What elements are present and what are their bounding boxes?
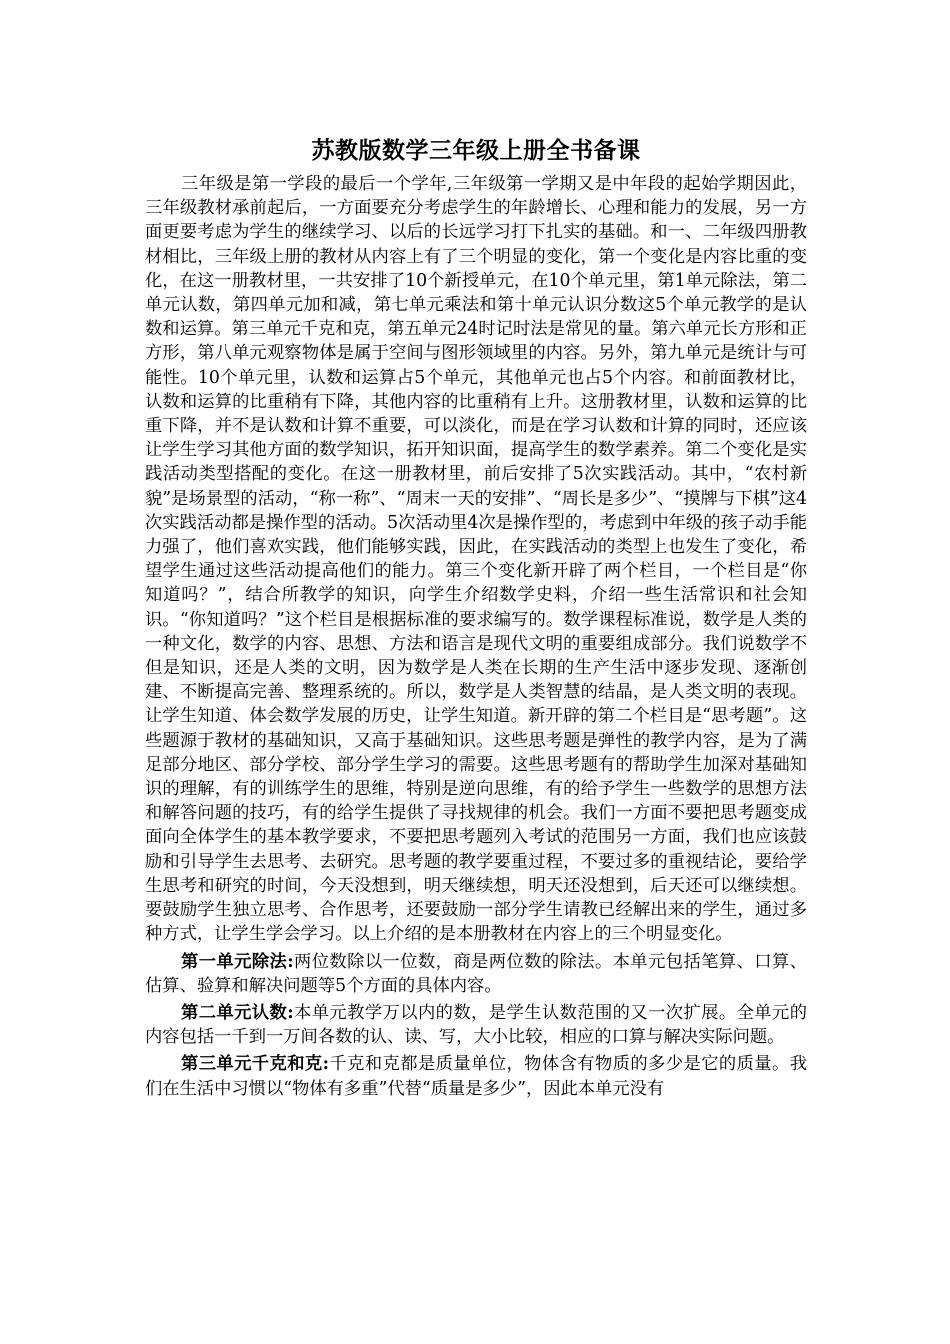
- section-text: 两位数除以一位数，商是两位数的除法。本单元包括笔算、口算、估算、验算和解决问题等5个方面的具体内容。: [145, 951, 807, 996]
- section-label: 第二单元认数:: [181, 1002, 294, 1023]
- intro-paragraph: 三年级是第一学段的最后一个学年,三年级第一学期又是中年段的起始学期因此，三年级教材承前起后，一方面要充分考虑学生的年龄增长、心理和能力的发展，另一方面更要考虑为学生的继续学习、以后的长远学习打下扎实的基础。和一、二年级四册教材相比，三年级上册的教材从内容上有了三个明显的变化，第一个变化是内容比重的变化，在这一册教材里，一共安排了10个新授单元，在10个单元里，第1单元除法，第二单元认数，第四单元加和减，第七单元乘法和第十单元认识分数这5个单元教学的是认数和运算。第三单元千克和克，第五单元24时记时法是常见的量。第六单元长方形和正方形，第八单元观察物体是属于空间与图形领域里的内容。另外，第九单元是统计与可能性。10个单元里，认数和运算占5个单元，其他单元也占5个内容。和前面教材比，认数和运算的比重稍有下降，其他内容的比重稍有上升。这册教材里，认数和运算的比重下降，并不是认数和计算不重要，可以淡化，而是在学习认数和计算的同时，还应该让学生学习其他方面的数学知识，拓开知识面，提高学生的数学素养。第二个变化是实践活动类型搭配的变化。在这一册教材里，前后安排了5次实践活动。其中，“农村新貌”是场景型的活动，“称一称”、“周末一天的安排”、“周长是多少”、“摸牌与下棋”这4次实践活动都是操作型的活动。5次活动里4次是操作型的，考虑到中年级的孩子动手能力强了，他们喜欢实践，他们能够实践，因此，在实践活动的类型上也发生了变化，希望学生通过这些活动提高他们的能力。第三个变化新开辟了两个栏目，一个栏目是“你知道吗？”，结合所教学的知识，向学生介绍数学史料，介绍一些生活常识和社会知识。“你知道吗？”这个栏目是根据标准的要求编写的。数学课程标准说，数学是人类的一种文化，数学的内容、思想、方法和语言是现代文明的重要组成部分。我们说数学不但是知识，还是人类的文明，因为数学是人类在长期的生产生活中逐步发现、逐渐创建、不断提高完善、整理系统的。所以，数学是人类智慧的结晶，是人类文明的表现。让学生知道、体会数学发展的历史，让学生知道。新开辟的第二个栏目是“思考题”。这些题源于教材的基础知识，又高于基础知识。这些思考题是弹性的教学内容，是为了满足部分地区、部分学校、部分学生学习的需要。这些思考题有的帮助学生加深对基础知识的理解，有的训练学生的思维，特别是逆向思维，有的给予学生一些数学的思想方法和解答问题的技巧，有的给学生提供了寻找规律的机会。我们一方面不要把思考题变成面向全体学生的基本教学要求，不要把思考题列入考试的范围另一方面，我们也应该鼓励和引导学生去思考、去研究。思考题的教学要重过程，不要过多的重视结论，要给学生思考和研究的时间，今天没想到，明天继续想，明天还没想到，后天还可以继续想。要鼓励学生独立思考、合作思考，还要鼓励一部分学生请教已经解出来的学生，通过多种方式，让学生学会学习。以上介绍的是本册教材在内容上的三个明显变化。: [145, 174, 807, 945]
- section-label: 第一单元除法:: [181, 951, 294, 972]
- section-text: 千克和克都是质量单位，物体含有物质的多少是它的质量。我们在生活中习惯以“物体有多重”代替“质量是多少”，因此本单元没有: [145, 1054, 807, 1099]
- document-body: [145, 134, 807, 1101]
- document-title: 苏教版数学三年级上册全书备课: [311, 137, 641, 164]
- section-unit-2: [145, 1001, 807, 1049]
- section-unit-3: [145, 1052, 807, 1100]
- section-text: 本单元教学万以内的数，是学生认数范围的又一次扩展。全单元的内容包括一千到一万间各数的认、读、写，大小比较，相应的口算与解决实际问题。: [145, 1002, 807, 1048]
- section-unit-1: [145, 950, 807, 998]
- section-label: 第三单元千克和克:: [181, 1054, 330, 1075]
